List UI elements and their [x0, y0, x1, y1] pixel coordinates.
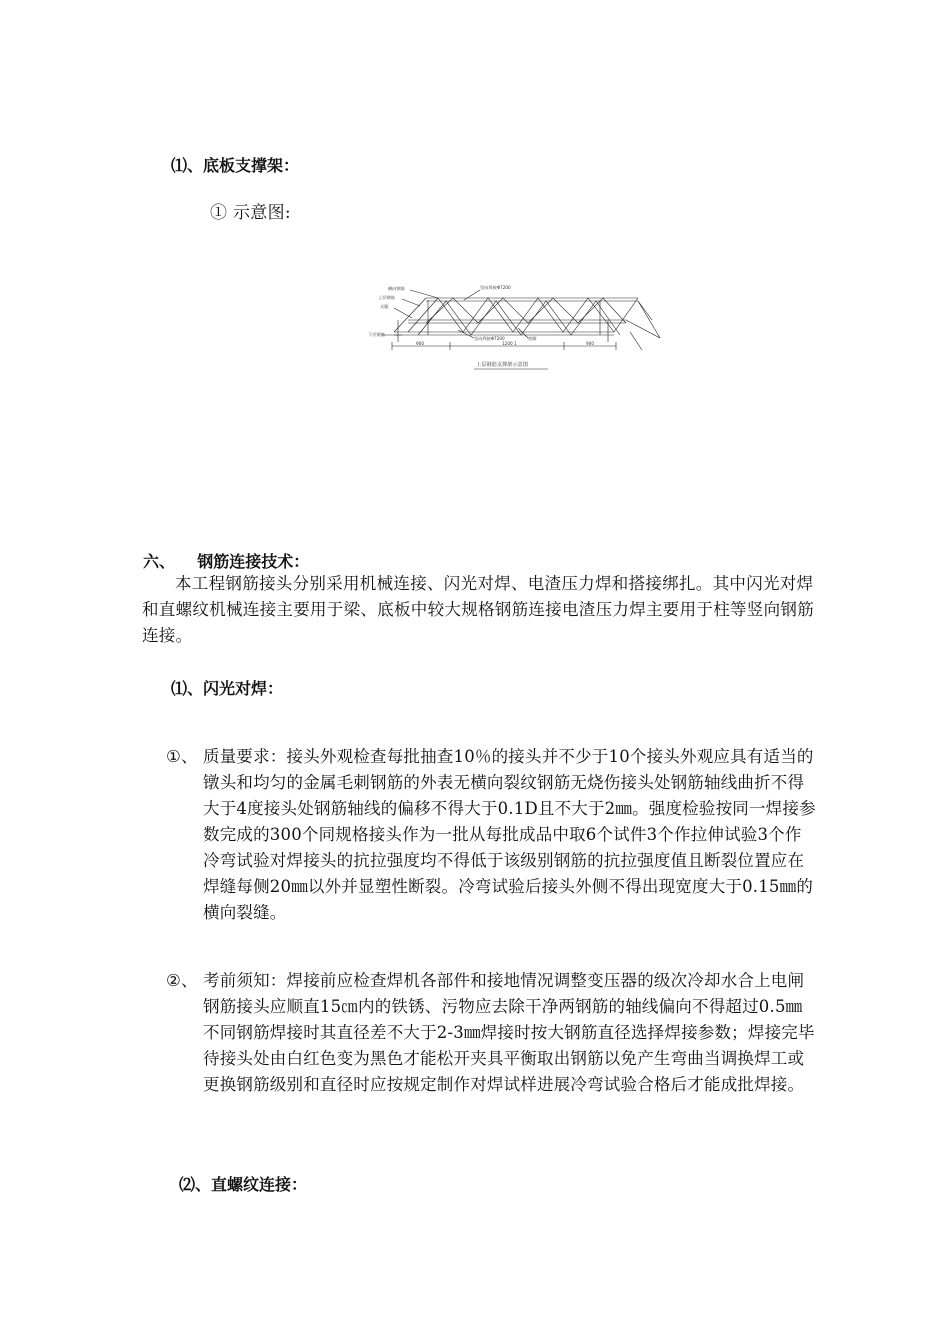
- label-bottom-spec: 竖向焊接Φ7200: [474, 336, 505, 341]
- item-2-number: ②、: [166, 971, 198, 990]
- diagram-caption: 上层钢筋支撑架示意图: [476, 362, 528, 368]
- precautions-item: [166, 968, 816, 1098]
- sub-heading-straight-thread-connection: ⑵、直螺纹连接：: [179, 1175, 308, 1194]
- label-support: 支腿: [380, 304, 389, 309]
- dim-mid: 1200 1: [502, 341, 517, 346]
- sub-heading-floor-support: ⑴、底板支撑架：: [171, 156, 300, 175]
- item-1-number: ①、: [166, 747, 198, 766]
- section-6-body: 本工程钢筋接头分别采用机械连接、闪光对焊、电渣压力焊和搭接绑扎。其中闪光对焊和直螺纹机械连接主要用于梁、底板中较大规格钢筋连接电渣压力焊主要用于柱等竖向钢筋连接。: [142, 574, 814, 645]
- sub-heading-flash-butt-welding: ⑴、闪光对焊：: [171, 679, 284, 698]
- dim-right: 900: [586, 341, 594, 346]
- support-frame-drawing: [368, 280, 668, 372]
- dim-left: 900: [416, 341, 424, 346]
- quality-requirements-item: [166, 744, 816, 926]
- item-1-text: 质量要求：接头外观检查每批抽查10％的接头并不少于10个接头外观应具有适当的镦头和均匀的金属毛刺钢筋的外表无横向裂纹钢筋无烧伤接头处钢筋轴线曲折不得大于4度接头处钢筋轴线的偏移不得大于0.1D且不大于2㎜。强度检验按同一焊接参数完成的300个同规格接头作为一批从每批成品中取6个试件3个作拉伸试验3个作冷弯试验对焊接头的抗拉强度均不得低于该级别钢筋的抗拉强度值且断裂位置应在焊缝每侧20㎜以外并显塑性断裂。冷弯试验后接头外侧不得出现宽度大于0.15㎜的横向裂缝。: [203, 747, 816, 922]
- label-upper-bar: 上层钢筋: [378, 295, 395, 300]
- label-lower-bar: 下层钢筋: [368, 332, 385, 337]
- item-2-text: 考前须知：焊接前应检查焊机各部件和接地情况调整变压器的级次冷却水合上电闸钢筋接头应顺直15㎝内的铁锈、污物应去除干净两钢筋的轴线偏向不得超过0.5㎜不同钢筋焊接时其直径差不大于2-3㎜焊接时按大钢筋直径选择焊接参数；焊接完毕待接头处由白红色变为黑色才能松开夹具平衡取出钢筋以免产生弯曲当调换焊工或更换钢筋级别和直径时应按规定制作对焊试样进展冷弯试验合格后才能成批焊接。: [203, 971, 815, 1094]
- label-top-spec: 竖向焊接Φ7200: [480, 285, 511, 290]
- diagram-label: ① 示意图:: [210, 203, 291, 223]
- label-leg: 底脚: [528, 336, 537, 341]
- section-6-title: 六、 钢筋连接技术：: [143, 552, 310, 571]
- support-frame-diagram: [368, 280, 668, 372]
- label-top-tie: 横向钢筋: [388, 286, 405, 291]
